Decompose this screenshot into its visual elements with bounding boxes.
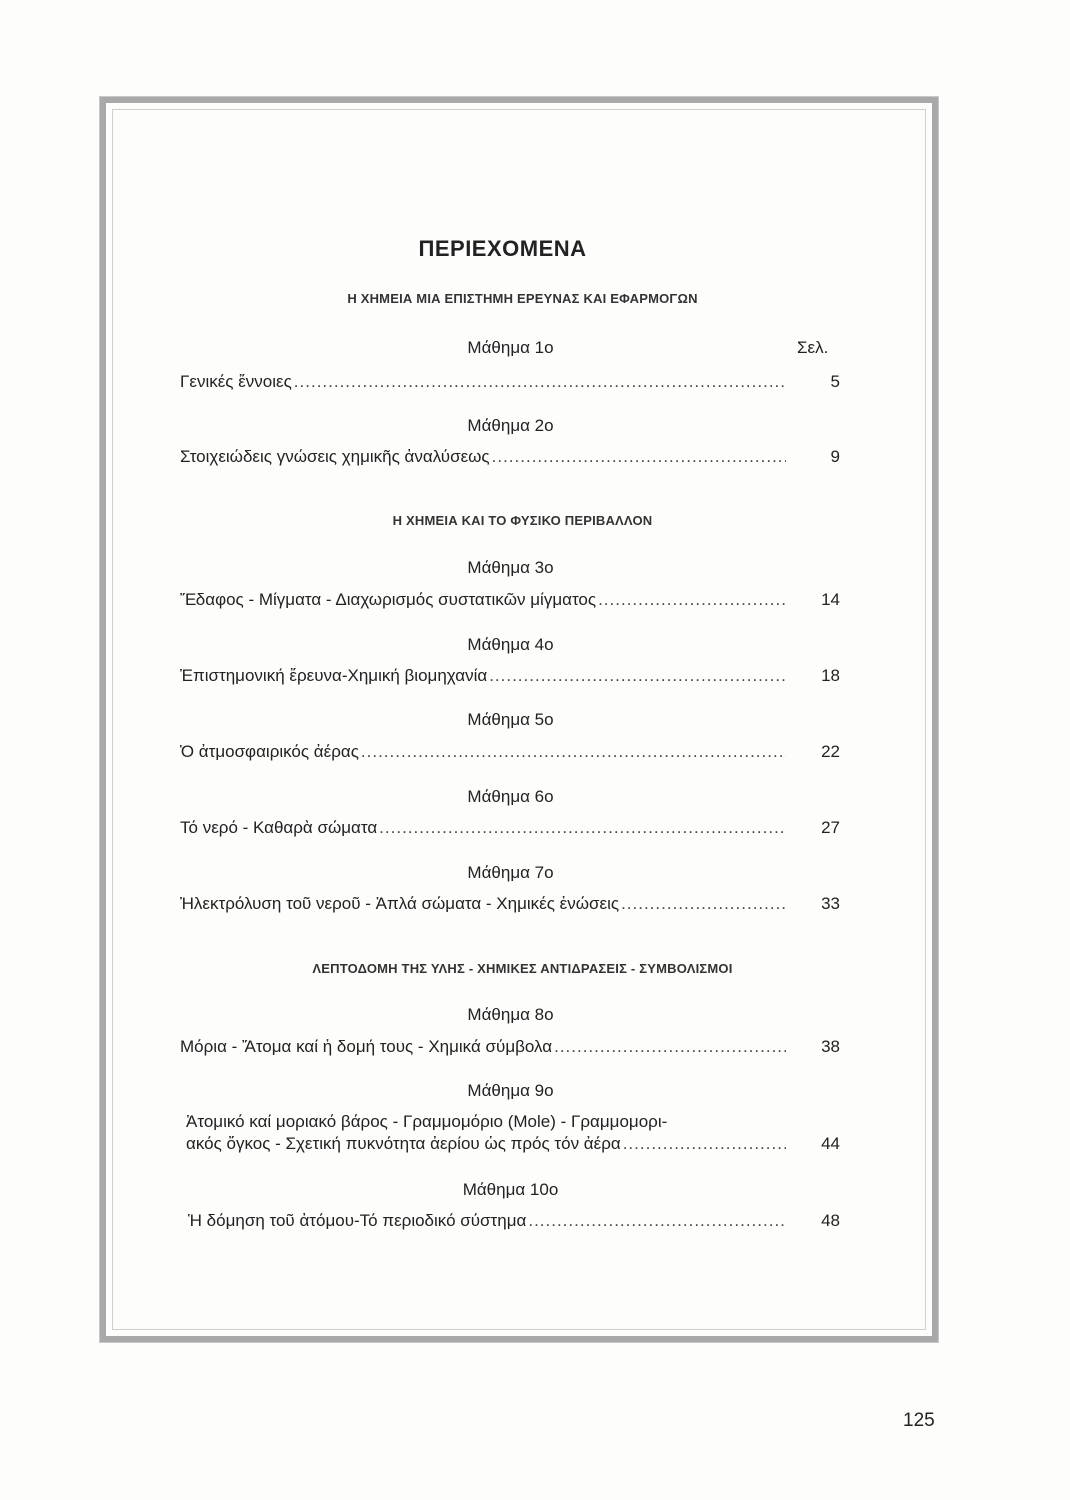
toc-entry-title: Μόρια - Ἄτομα καί ἡ δομή τους - Χημικά σύμβολα (180, 1037, 553, 1056)
lesson-label-5: Μάθημα 5ο (467, 710, 554, 729)
section-heading-1: Η ΧΗΜΕΙΑ ΜΙΑ ΕΠΙΣΤΗΜΗ ΕΡΕΥΝΑΣ ΚΑΙ ΕΦΑΡΜΟΓΩΝ (347, 291, 698, 306)
lesson-label-7: Μάθημα 7ο (467, 863, 554, 882)
toc-entry-page: 5 (830, 372, 840, 391)
toc-entry-title: Ἔδαφος - Μίγματα - Διαχωρισμός συστατικῶν μίγματος (180, 590, 597, 609)
toc-entry-9 (186, 1134, 840, 1154)
toc-entry-title: ακός ὄγκος - Σχετική πυκνότητα ἀερίου ὡς πρός τόν ἀέρα (186, 1134, 621, 1153)
toc-entry-page: 48 (821, 1211, 840, 1230)
toc-entry-4 (180, 666, 840, 686)
lesson-label-4: Μάθημα 4ο (467, 635, 554, 654)
toc-entry-7 (180, 894, 840, 914)
lesson-label-1: Μάθημα 1ο (467, 338, 554, 357)
toc-entry-page: 44 (821, 1134, 840, 1153)
toc-entry-title: Ἐπιστημονική ἔρευνα-Χημική βιομηχανία (180, 666, 488, 685)
toc-entry-6 (180, 818, 840, 838)
section-heading-3: ΛΕΠΤΟΔΟΜΗ ΤΗΣ ΥΛΗΣ - ΧΗΜΙΚΕΣ ΑΝΤΙΔΡΑΣΕΙΣ - ΣΥΜΒΟΛΙΣΜΟΙ (312, 961, 733, 976)
toc-entry-10 (188, 1211, 840, 1231)
lesson-label-8: Μάθημα 8ο (467, 1005, 554, 1024)
toc-entry-page: 14 (821, 590, 840, 609)
section-heading-2: Η ΧΗΜΕΙΑ ΚΑΙ ΤΟ ΦΥΣΙΚΟ ΠΕΡΙΒΑΛΛΟΝ (392, 513, 653, 528)
toc-entry-title: Ἠλεκτρόλυση τοῦ νεροῦ - Ἁπλά σώματα - Χημικές ἑνώσεις (180, 894, 620, 913)
lesson-label-9: Μάθημα 9ο (467, 1081, 554, 1100)
toc-entry-9-line1: Ἀτομικό καί μοριακό βάρος - Γραμμομόριο (Mole) - Γραμμομορι- (186, 1112, 668, 1131)
lesson-label-6: Μάθημα 6ο (467, 787, 554, 806)
lesson-label-10: Μάθημα 10ο (462, 1180, 559, 1199)
toc-entry-3 (180, 590, 840, 610)
toc-entry-title: Γενικές ἔννοιες (180, 372, 292, 391)
page-number: 125 (903, 1410, 935, 1431)
toc-entry-page: 38 (821, 1037, 840, 1056)
lesson-label-3: Μάθημα 3ο (467, 558, 554, 577)
toc-entry-1 (180, 372, 840, 392)
page-column-header: Σελ. (797, 338, 829, 357)
toc-entry-page: 27 (821, 818, 840, 837)
toc-entry-title: Στοιχειώδεις γνώσεις χημικῆς ἀναλύσεως (180, 447, 490, 466)
toc-entry-page: 9 (830, 447, 840, 466)
toc-entry-5 (180, 742, 840, 762)
lesson-label-2: Μάθημα 2ο (467, 416, 554, 435)
toc-entry-page: 18 (821, 666, 840, 685)
toc-entry-page: 33 (821, 894, 840, 913)
toc-entry-title: Τό νερό - Καθαρὰ σώματα (180, 818, 378, 837)
toc-entry-8 (180, 1037, 840, 1057)
toc-entry-title: Ἡ δόμηση τοῦ ἀτόμου-Τό περιοδικό σύστημα (188, 1211, 527, 1230)
toc-entry-2 (180, 447, 840, 467)
contents-title: ΠΕΡΙΕΧΟΜΕΝΑ (418, 236, 587, 261)
toc-entry-page: 22 (821, 742, 840, 761)
toc-entry-title: Ὁ ἀτμοσφαιρικός ἀέρας (180, 742, 359, 761)
